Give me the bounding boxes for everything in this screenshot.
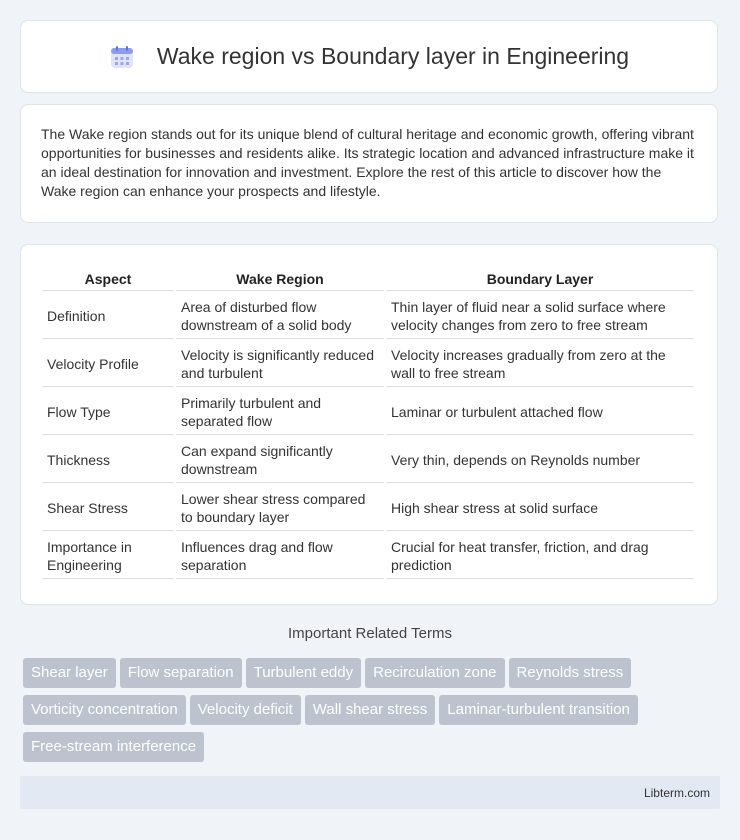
related-terms-title: Important Related Terms xyxy=(288,625,452,642)
table-row xyxy=(42,437,694,483)
comparison-card xyxy=(20,244,718,605)
table-row xyxy=(42,389,694,435)
footer xyxy=(20,776,720,809)
cell-wake-region: Lower shear stress compared to boundary layer xyxy=(176,485,384,531)
header-wake-region: Wake Region xyxy=(176,267,384,291)
cell-boundary-layer: Very thin, depends on Reynolds number xyxy=(386,437,694,483)
title-text: Wake region vs Boundary layer in Engineering xyxy=(156,43,630,69)
cell-aspect: Flow Type xyxy=(42,389,174,435)
header-boundary-layer: Boundary Layer xyxy=(386,267,694,291)
cell-boundary-layer: Thin layer of fluid near a solid surface where velocity changes from zero to free stream xyxy=(386,293,694,339)
related-term-tag[interactable]: Vorticity concentration xyxy=(23,695,186,725)
cell-boundary-layer: Crucial for heat transfer, friction, and drag prediction xyxy=(386,533,694,579)
cell-wake-region: Influences drag and flow separation xyxy=(176,533,384,579)
table-row xyxy=(42,485,694,531)
cell-wake-region: Can expand significantly downstream xyxy=(176,437,384,483)
cell-boundary-layer: Laminar or turbulent attached flow xyxy=(386,389,694,435)
calendar-icon xyxy=(109,44,135,70)
header-aspect: Aspect xyxy=(42,267,174,291)
footer-site[interactable]: Libterm.com xyxy=(643,786,710,800)
table-row xyxy=(42,293,694,339)
cell-boundary-layer: High shear stress at solid surface xyxy=(386,485,694,531)
cell-aspect: Shear Stress xyxy=(42,485,174,531)
related-term-tag[interactable]: Free-stream interference xyxy=(23,732,204,762)
related-term-tag[interactable]: Shear layer xyxy=(23,658,116,688)
related-term-tag[interactable]: Turbulent eddy xyxy=(246,658,362,688)
cell-aspect: Definition xyxy=(42,293,174,339)
intro-card xyxy=(20,104,718,223)
cell-wake-region: Area of disturbed flow downstream of a solid body xyxy=(176,293,384,339)
related-term-tag[interactable]: Velocity deficit xyxy=(190,695,301,725)
intro-text: The Wake region stands out for its unique blend of cultural heritage and economic growth, offering vibrant opportunities for businesses and residents alike. Its strategic location and advanced infrastructure make it an ideal destination for innovation and investment. Explore the rest of this article to discover how the Wake region can enhance your prospects and lifestyle. xyxy=(41,126,694,199)
table-header-row xyxy=(42,267,694,291)
cell-boundary-layer: Velocity increases gradually from zero at the wall to free stream xyxy=(386,341,694,387)
related-term-tag[interactable]: Flow separation xyxy=(120,658,242,688)
related-terms-list xyxy=(23,658,723,769)
related-term-tag[interactable]: Reynolds stress xyxy=(509,658,632,688)
comparison-table xyxy=(40,265,696,581)
related-term-tag[interactable]: Laminar-turbulent transition xyxy=(439,695,638,725)
cell-aspect: Velocity Profile xyxy=(42,341,174,387)
cell-wake-region: Primarily turbulent and separated flow xyxy=(176,389,384,435)
cell-aspect: Importance in Engineering xyxy=(42,533,174,579)
table-row xyxy=(42,533,694,579)
page-title xyxy=(109,43,629,70)
cell-aspect: Thickness xyxy=(42,437,174,483)
title-card xyxy=(20,20,718,93)
related-term-tag[interactable]: Recirculation zone xyxy=(365,658,504,688)
cell-wake-region: Velocity is significantly reduced and turbulent xyxy=(176,341,384,387)
related-term-tag[interactable]: Wall shear stress xyxy=(305,695,435,725)
table-row xyxy=(42,341,694,387)
